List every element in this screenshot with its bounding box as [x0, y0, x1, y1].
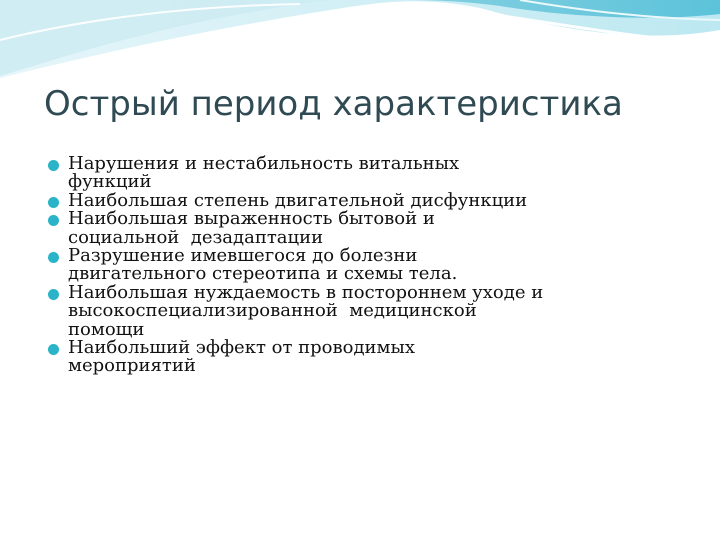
bullet-text-line: помощи — [68, 318, 145, 340]
bullet-text-line: Наибольшая степень двигательной дисфункции — [68, 189, 528, 211]
bullet-text-line: функций — [68, 171, 152, 193]
bullet-item — [48, 247, 648, 284]
slide-title: Острый период характеристика — [44, 84, 623, 124]
bullet-dot-icon — [48, 197, 59, 208]
bullet-text-line: Разрушение имевшегося до болезни — [68, 245, 418, 267]
header-wave-decoration — [0, 0, 720, 90]
bullet-item — [48, 339, 648, 376]
bullet-text-line: Наибольшая нуждаемость в постороннем уходе и — [68, 281, 544, 303]
bullet-text-line: Наибольший эффект от проводимых — [68, 337, 416, 359]
bullet-item — [48, 281, 648, 340]
bullet-text-line: Нарушения и нестабильность витальных — [68, 153, 460, 174]
bullet-text-line: Наибольшая выраженность бытовой и — [68, 208, 435, 230]
bullet-dot-icon — [48, 344, 59, 355]
bullet-text-line: мероприятий — [68, 355, 196, 377]
bullet-text-line: социальной дезадаптации — [68, 226, 324, 248]
bullet-dot-icon — [48, 289, 59, 300]
bullet-item — [48, 155, 648, 192]
bullet-dot-icon — [48, 215, 59, 226]
bullet-item — [48, 210, 648, 247]
bullet-text-line: высокоспециализированной медицинской — [68, 300, 477, 322]
bullet-dot-icon — [48, 160, 59, 171]
bullet-list — [48, 155, 648, 376]
bullet-text-line: двигательного стереотипа и схемы тела. — [68, 263, 458, 285]
bullet-dot-icon — [48, 252, 59, 263]
